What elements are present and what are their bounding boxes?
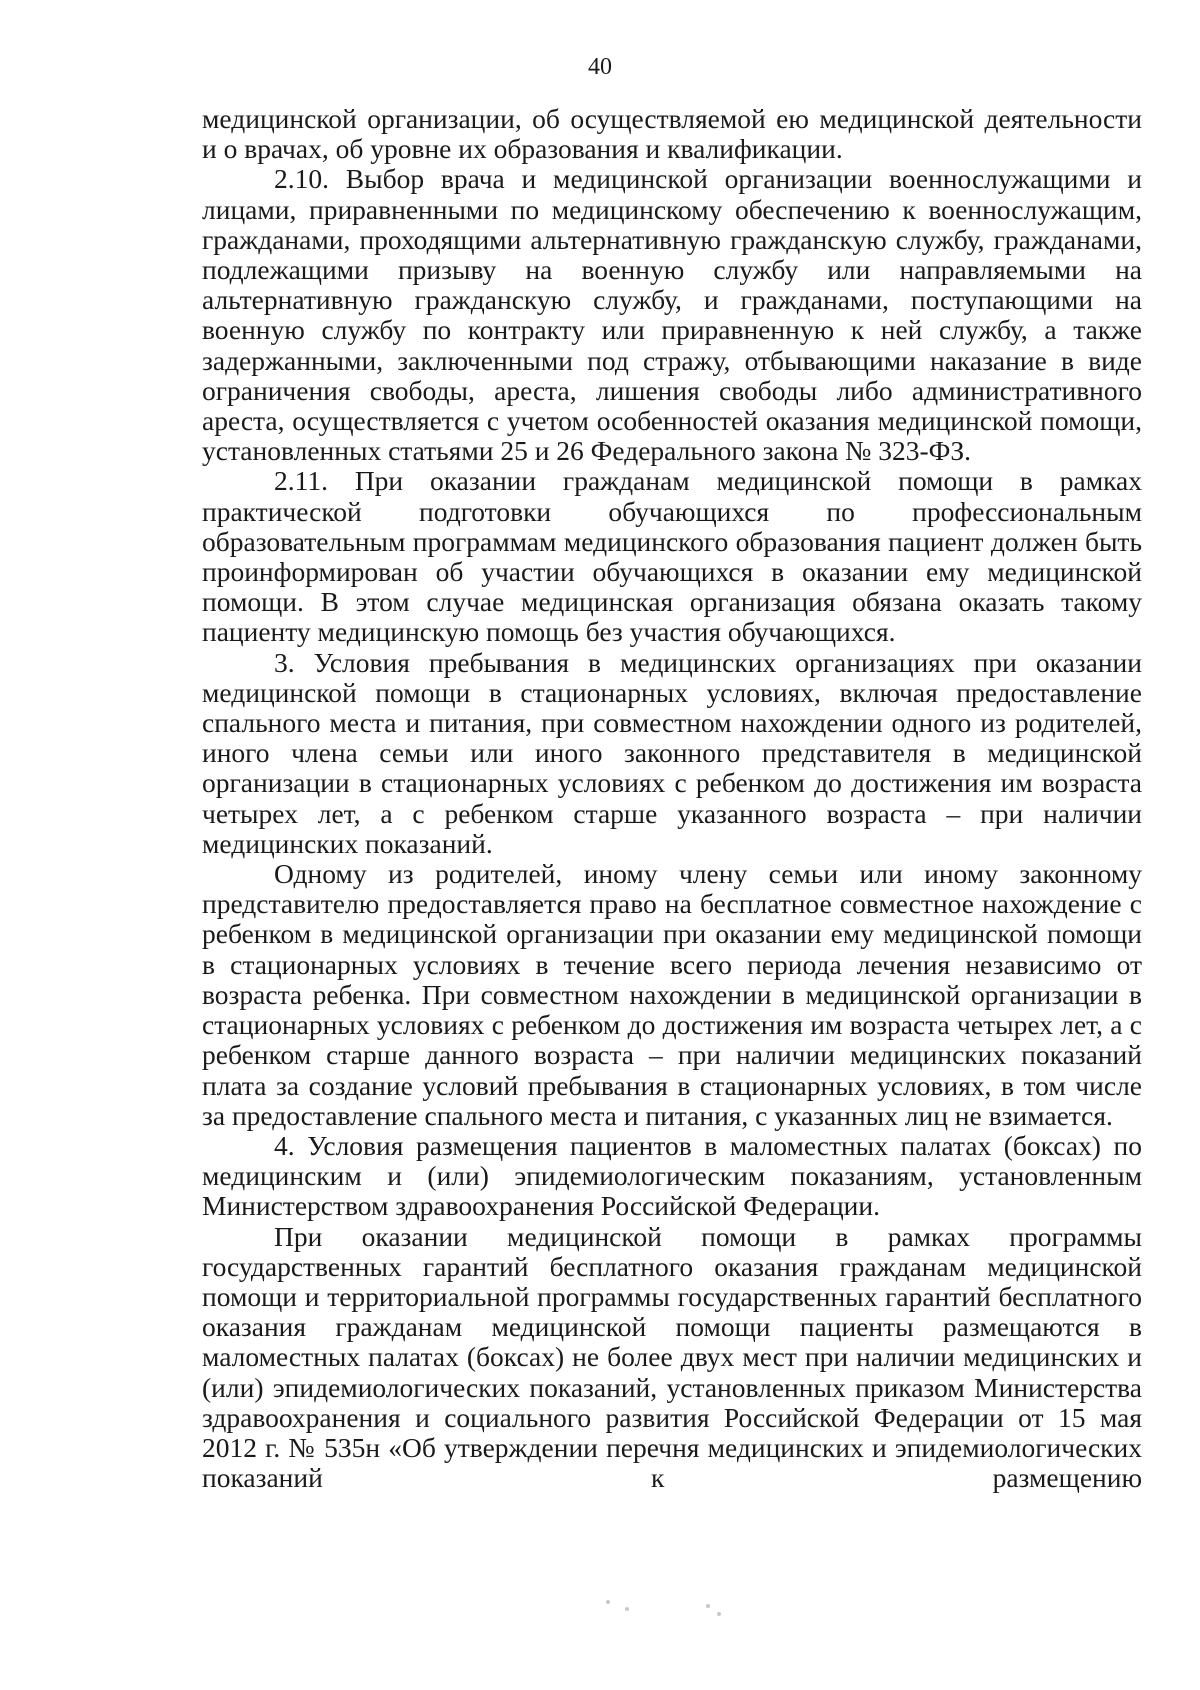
document-body [202,104,1142,1493]
paragraph-4-continued: При оказании медицинской помощи в рамках программы государственных гарантий бесплатного оказания гражданам медицинской помощи и территориальной программы государственных гарантий бесплатного оказания гражданам медицинской помощи пациенты размещаются в маломестных палатах (боксах) не более двух мест при наличии медицинских и (или) эпидемиологических показаний, установленных приказом Министерства здравоохранения и социального развития Российской Федерации от 15 мая 2012 г. № 535н «Об утверждении перечня медицинских и эпидемиологических показаний к размещению [202,1220,1142,1494]
scan-speck [625,1607,629,1611]
scan-speck [606,1600,610,1604]
page-number: 40 [588,54,612,80]
paragraph-2-10: 2.10. Выбор врача и медицинской организации военнослужащими и лицами, приравненными по медицинскому обеспечению к военнослужащим, гражданами, проходящими альтернативную гражданскую службу, гражданами, подлежащими призыву на военную службу или направляемыми на альтернативную гражданскую службу, и гражданами, поступающими на военную службу по контракту или приравненную к ней службу, а также задержанными, заключенными под стражу, отбывающими наказание в виде ограничения свободы, ареста, лишения свободы либо административного ареста, осуществляется с учетом особенностей оказания медицинской помощи, установленных статьями 25 и 26 Федерального закона № 323-ФЗ. [202,163,1142,467]
scan-speck [717,1612,721,1616]
paragraph-3: 3. Условия пребывания в медицинских организациях при оказании медицинской помощи в стационарных условиях, включая предоставление спального места и питания, при совместном нахождении одного из родителей, иного члена семьи или иного законного представителя в медицинской организации в стационарных условиях с ребенком до достижения им возраста четырех лет, а с ребенком старше указанного возраста – при наличии медицинских показаний. [202,646,1142,859]
paragraph-4: 4. Условия размещения пациентов в маломестных палатах (боксах) по медицинским и (или) эпидемиологическим показаниям, установленным Министерством здравоохранения Российской Федерации. [202,1129,1142,1222]
paragraph-continuation: медицинской организации, об осуществляемой ею медицинской деятельности и о врачах, об уровне их образования и квалификации. [202,103,1142,165]
paragraph-3-continued: Одному из родителей, иному члену семьи или иному законному представителю предоставляется право на бесплатное совместное нахождение с ребенком в медицинской организации при оказании ему медицинской помощи в стационарных условиях в течение всего периода лечения независимо от возраста ребенка. При совместном нахождении в медицинской организации в стационарных условиях с ребенком до достижения им возраста четырех лет, а с ребенком старше данного возраста – при наличии медицинских показаний плата за создание условий пребывания в стационарных условиях, в том числе за предоставление спального места и питания, с указанных лиц не взимается. [202,858,1142,1131]
scan-speck [706,1604,710,1608]
paragraph-2-11: 2.11. При оказании гражданам медицинской помощи в рамках практической подготовки обучающихся по профессиональным образовательным программам медицинского образования пациент должен быть проинформирован об участии обучающихся в оказании ему медицинской помощи. В этом случае медицинская организация обязана оказать такому пациенту медицинскую помощь без участия обучающихся. [202,465,1142,648]
